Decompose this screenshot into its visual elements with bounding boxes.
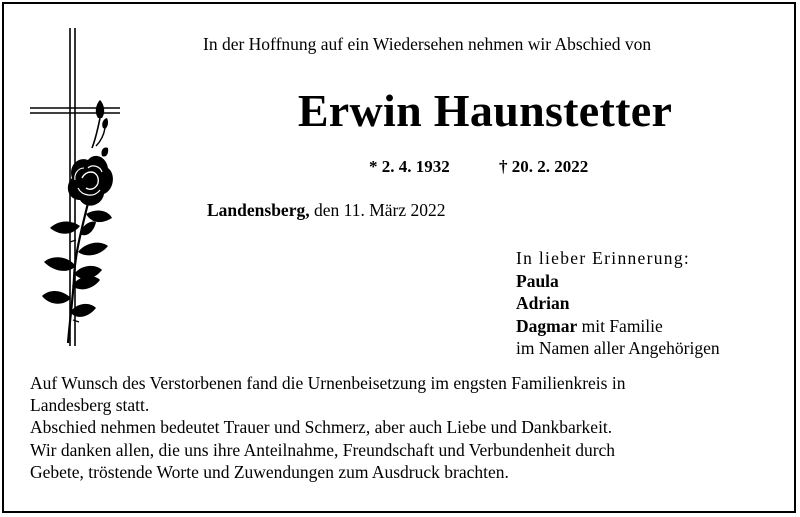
- memory-closing: im Namen aller Angehörigen: [516, 338, 720, 358]
- notice-date: den 11. März 2022: [309, 200, 446, 220]
- place-date-line: [207, 200, 446, 221]
- mourner-name: Adrian: [516, 293, 570, 313]
- deceased-name: Erwin Haunstetter: [297, 85, 673, 136]
- body-line: Wir danken allen, die uns ihre Anteilnahme, Freundschaft und Verbundenheit durch: [30, 439, 616, 460]
- body-line: Auf Wunsch des Verstorbenen fand die Urnenbeisetzung im engsten Familienkreis in: [30, 373, 626, 393]
- body-line: Landesberg statt.: [30, 395, 150, 416]
- body-line: Abschied nehmen bedeutet Trauer und Schmerz, aber auch Liebe und Dankbarkeit.: [30, 417, 613, 438]
- mourner-line: [516, 315, 720, 338]
- cross-with-rose-icon: [30, 28, 130, 348]
- memory-block: [516, 247, 720, 360]
- birth-date: * 2. 4. 1932: [369, 157, 450, 176]
- mourner-suffix: mit Familie: [577, 315, 663, 336]
- mourner-name: Paula: [516, 270, 559, 291]
- mourner-name: Dagmar: [516, 315, 578, 336]
- place-name: Landensberg,: [207, 200, 310, 220]
- memory-heading: In lieber Erinnerung:: [516, 248, 691, 268]
- body-line: Gebete, tröstende Worte und Zuwendungen zum Ausdruck brachten.: [30, 461, 509, 482]
- death-date: † 20. 2. 2022: [499, 157, 589, 176]
- intro-text: In der Hoffnung auf ein Wiedersehen nehmen wir Abschied von: [203, 34, 652, 54]
- thank-you-text: [30, 372, 625, 483]
